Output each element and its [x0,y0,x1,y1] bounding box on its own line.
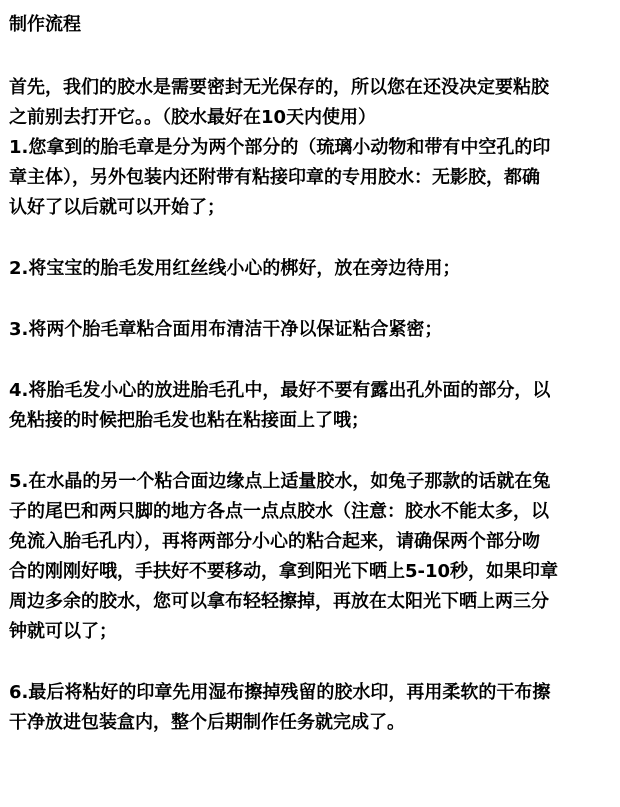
document [9,10,613,738]
paragraph-spacer [9,647,613,678]
step-6: 6.最后将粘好的印章先用湿布擦掉残留的胶水印，再用柔软的干布擦 干净放进包装盒内，整个后期制作任务就完成了。 [9,682,551,733]
paragraph-spacer [9,436,613,467]
step-3: 3.将两个胎毛章粘合面用布清洁干净以保证粘合紧密； [9,319,443,340]
paragraph-spacer [9,223,613,254]
paragraph-spacer [9,284,613,315]
step-2: 2.将宝宝的胎毛发用红丝线小心的梆好，放在旁边待用； [9,258,461,279]
step-4: 4.将胎毛发小心的放进胎毛孔中，最好不要有露出孔外面的部分，以 免粘接的时候把胎毛发也粘在粘接面上了哦； [9,380,551,431]
document-title: 制作流程 [9,14,81,35]
intro-paragraph: 首先，我们的胶水是需要密封无光保存的，所以您在还没决定要粘胶 之前别去打开它。。（胶水最好在10天内使用） [9,77,549,128]
paragraph-spacer [9,345,613,376]
step-5: 5.在水晶的另一个粘合面边缘点上适量胶水，如兔子那款的话就在兔 子的尾巴和两只脚的地方各点一点点胶水（注意：胶水不能太多，以 免流入胎毛孔内），再将两部分小心的粘合起来，请确保两个部分吻 合的刚刚好哦，手扶好不要移动，拿到阳光下晒上5-10秒，如果印章 周边多余的胶水，您可以拿布轻轻擦掉，再放在太阳光下晒上两三分 钟就可以了； [9,471,559,642]
step-1: 1.您拿到的胎毛章是分为两个部分的（琉璃小动物和带有中空孔的印 章主体），另外包装内还附带有粘接印章的专用胶水：无影胶，都确 认好了以后就可以开始了； [9,137,551,218]
